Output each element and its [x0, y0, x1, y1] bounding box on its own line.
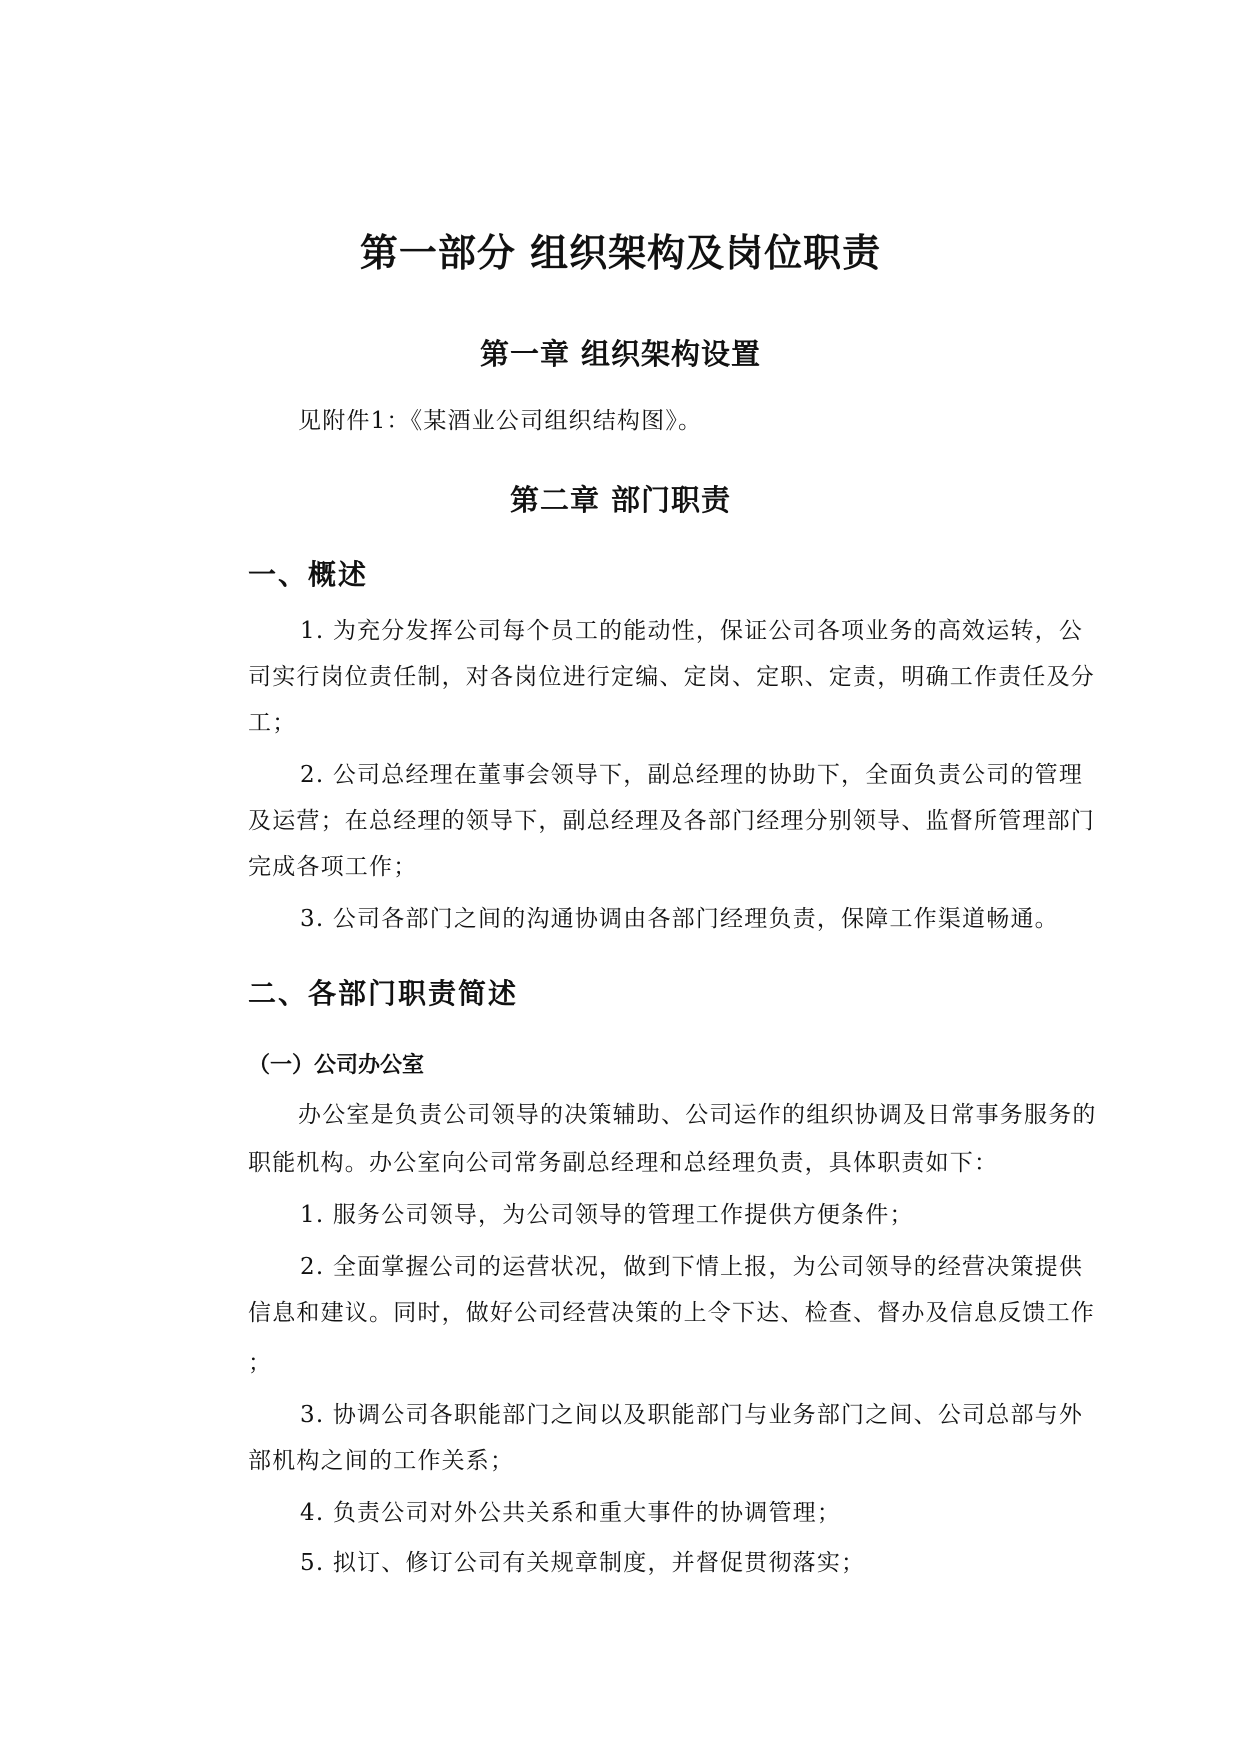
office-intro-line1: 办公室是负责公司领导的决策辅助、公司运作的组织协调及日常事务服务的 [298, 1102, 1097, 1128]
office-item-2-line3: ； [248, 1350, 273, 1376]
overview-item-2-line1: 2. 公司总经理在董事会领导下，副总经理的协助下，全面负责公司的管理 [300, 762, 1084, 788]
overview-item-1-line1: 1. 为充分发挥公司每个员工的能动性，保证公司各项业务的高效运转，公 [300, 618, 1084, 644]
overview-item-2-line3: 完成各项工作； [248, 854, 418, 880]
section2-title: 二、各部门职责简述 [248, 977, 519, 1010]
office-item-4: 4. 负责公司对外公共关系和重大事件的协调管理； [300, 1500, 842, 1526]
office-intro-line2: 职能机构。办公室向公司常务副总经理和总经理负责，具体职责如下： [248, 1150, 999, 1176]
chapter2-title: 第二章 部门职责 [509, 483, 732, 517]
office-item-2-line1: 2. 全面掌握公司的运营状况，做到下情上报，为公司领导的经营决策提供 [300, 1254, 1084, 1280]
section1-title: 一、概述 [248, 558, 369, 591]
part-title: 第一部分 组织架构及岗位职责 [359, 231, 882, 275]
chapter1-text: 见附件1：《某酒业公司组织结构图》。 [298, 408, 703, 434]
overview-item-3-line1: 3. 公司各部门之间的沟通协调由各部门经理负责，保障工作渠道畅通。 [300, 906, 1059, 932]
overview-item-1-line3: 工； [248, 710, 297, 736]
office-item-1: 1. 服务公司领导，为公司领导的管理工作提供方便条件； [300, 1202, 914, 1228]
chapter1-title: 第一章 组织架构设置 [479, 337, 762, 371]
overview-item-1-line2: 司实行岗位责任制，对各岗位进行定编、定岗、定职、定责，明确工作责任及分 [248, 664, 1095, 690]
office-item-2-line2: 信息和建议。同时，做好公司经营决策的上令下达、检查、督办及信息反馈工作 [248, 1300, 1095, 1326]
office-item-3-line1: 3. 协调公司各职能部门之间以及职能部门与业务部门之间、公司总部与外 [300, 1402, 1084, 1428]
office-item-3-line2: 部机构之间的工作关系； [248, 1448, 515, 1474]
overview-item-2-line2: 及运营；在总经理的领导下，副总经理及各部门经理分别领导、监督所管理部门 [248, 808, 1095, 834]
subsection-office-title: （一）公司办公室 [248, 1053, 425, 1078]
office-item-5: 5. 拟订、修订公司有关规章制度，并督促贯彻落实； [300, 1550, 866, 1576]
